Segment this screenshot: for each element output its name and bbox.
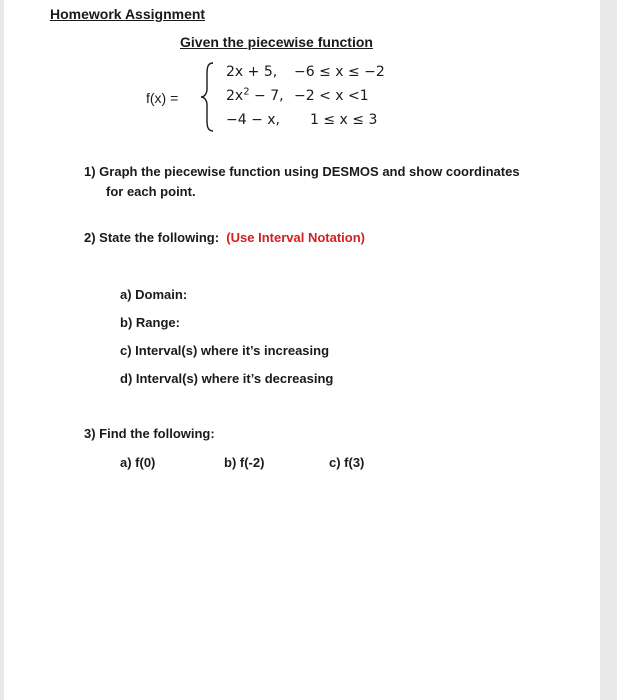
question-3-item-f3: c) f(3) — [329, 455, 365, 470]
document-page — [4, 0, 600, 700]
piece-1-condition: −6 ≤ x ≤ −2 — [294, 64, 385, 80]
piece-3-expression: −4 − x, — [226, 112, 281, 128]
piece-2-expression: $2x^2 - 7$, — [226, 86, 284, 104]
question-2-item-decreasing: d) Interval(s) where it’s decreasing — [120, 371, 334, 386]
assignment-title: Homework Assignment — [50, 6, 206, 22]
function-label: f(x) = — [146, 90, 179, 106]
question-2-text: 2) State the following: — [84, 230, 220, 245]
question-1-line-2: for each point. — [106, 184, 196, 199]
question-1-line-1: 1) Graph the piecewise function using DESMOS and show coordinates — [84, 164, 520, 179]
left-brace-icon — [198, 61, 218, 133]
question-2 — [84, 230, 365, 245]
question-3-item-f-neg2: b) f(-2) — [224, 455, 265, 470]
question-3: 3) Find the following: — [84, 426, 215, 441]
piece-2-condition: −2 < x <1 — [294, 88, 369, 104]
question-1 — [84, 162, 520, 202]
interval-notation-note: (Use Interval Notation) — [226, 230, 365, 245]
piece-1-expression: 2x + 5, — [226, 64, 278, 80]
question-2-item-increasing: c) Interval(s) where it’s increasing — [120, 343, 330, 358]
question-3-item-f0: a) f(0) — [120, 455, 156, 470]
question-2-item-domain: a) Domain: — [120, 287, 188, 302]
function-heading: Given the piecewise function — [180, 34, 373, 50]
question-2-item-range: b) Range: — [120, 315, 180, 330]
piece-3-condition: 1 ≤ x ≤ 3 — [310, 112, 378, 128]
